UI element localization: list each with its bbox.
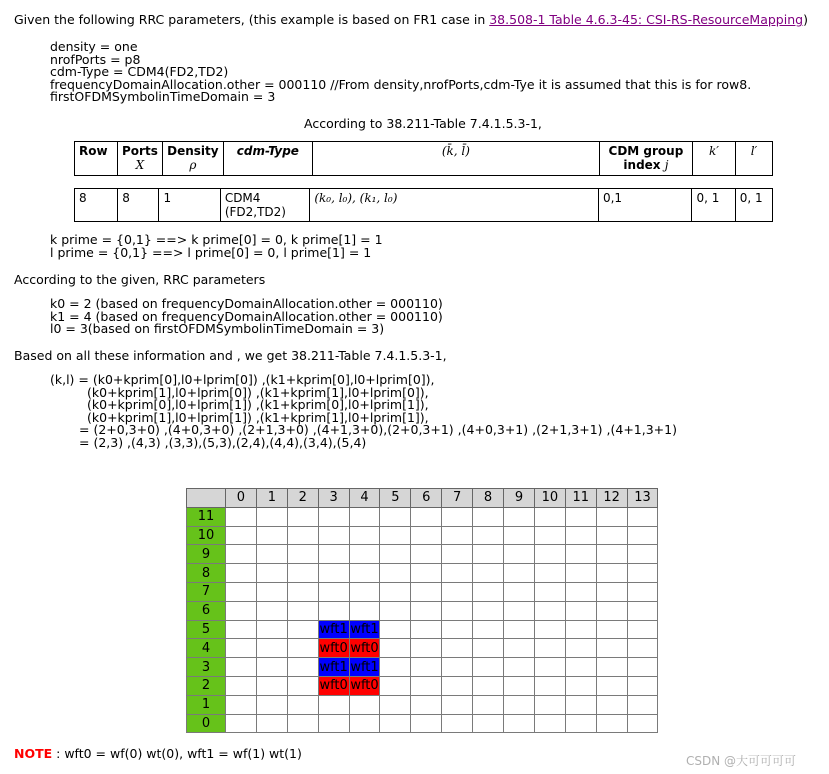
grid-cell xyxy=(504,620,535,639)
grid-cell xyxy=(287,526,318,545)
grid-cell xyxy=(565,582,596,601)
grid-cell xyxy=(504,582,535,601)
grid-cell xyxy=(565,545,596,564)
grid-cell xyxy=(534,601,565,620)
grid-cell xyxy=(380,676,411,695)
grid-cell xyxy=(287,714,318,733)
grid-col-header: 11 xyxy=(565,489,596,508)
grid-cell xyxy=(349,526,380,545)
grid-col-header: 5 xyxy=(380,489,411,508)
grid-cell xyxy=(627,545,658,564)
watermark: CSDN @大可可可可 xyxy=(686,754,797,768)
kl-eq-5: = (2+0,3+0) ,(4+0,3+0) ,(2+1,3+0) ,(4+1,3+0),(2+0,3+1) ,(4+0,3+1) ,(2+1,3+1) ,(4+1,3+1) xyxy=(79,422,677,437)
grid-cell-wft0: wft0 xyxy=(350,678,379,694)
grid-cell xyxy=(226,714,257,733)
grid-cell xyxy=(380,545,411,564)
grid-row xyxy=(187,582,658,601)
grid-cell xyxy=(627,695,658,714)
grid-cell xyxy=(380,658,411,677)
grid-cell xyxy=(504,658,535,677)
grid-cell xyxy=(226,526,257,545)
grid-cell xyxy=(473,639,504,658)
grid-cell xyxy=(565,601,596,620)
grid-cell xyxy=(349,582,380,601)
grid-corner xyxy=(187,489,226,508)
grid-cell xyxy=(504,639,535,658)
grid-cell xyxy=(473,564,504,583)
grid-cell xyxy=(256,658,287,677)
grid-cell xyxy=(596,582,627,601)
grid-cell xyxy=(256,620,287,639)
grid-cell xyxy=(627,676,658,695)
grid-cell xyxy=(565,620,596,639)
grid-cell xyxy=(442,526,473,545)
grid-col-header: 8 xyxy=(473,489,504,508)
according-table-heading: According to 38.211-Table 7.4.1.5.3-1, xyxy=(304,116,542,131)
grid-row xyxy=(187,695,658,714)
grid-cell xyxy=(534,658,565,677)
grid-cell xyxy=(473,582,504,601)
grid-cell xyxy=(226,658,257,677)
grid-cell xyxy=(318,601,349,620)
grid-col-header: 10 xyxy=(534,489,565,508)
grid-cell xyxy=(442,714,473,733)
grid-cell xyxy=(411,695,442,714)
grid-cell xyxy=(318,695,349,714)
grid-cell xyxy=(380,507,411,526)
cell-ports: 8 xyxy=(118,189,159,222)
grid-cell xyxy=(473,658,504,677)
grid-cell xyxy=(473,507,504,526)
grid-row-label: 10 xyxy=(187,526,226,545)
cell-density: 1 xyxy=(159,189,220,222)
grid-cell xyxy=(565,676,596,695)
grid-row xyxy=(187,639,658,658)
grid-cell xyxy=(411,507,442,526)
primes-block xyxy=(50,234,383,259)
grid-header-row xyxy=(187,489,658,508)
grid-cell xyxy=(411,676,442,695)
grid-cell xyxy=(627,582,658,601)
resource-grid xyxy=(186,488,658,733)
grid-cell xyxy=(534,695,565,714)
grid-cell xyxy=(473,526,504,545)
grid-cell xyxy=(596,639,627,658)
grid-row-label: 6 xyxy=(187,601,226,620)
param-density: density = one xyxy=(50,39,138,54)
grid-cell xyxy=(565,526,596,545)
grid-cell xyxy=(256,564,287,583)
grid-cell xyxy=(380,620,411,639)
grid-cell xyxy=(256,695,287,714)
note-label: NOTE xyxy=(14,746,53,761)
grid-cell xyxy=(473,545,504,564)
grid-cell xyxy=(504,695,535,714)
cell-kprime: 0, 1 xyxy=(692,189,735,222)
grid-cell xyxy=(534,620,565,639)
grid-cell xyxy=(596,526,627,545)
grid-row xyxy=(187,545,658,564)
kl-eq-3: (k0+kprim[0],l0+lprim[1]) ,(k1+kprim[0],l0+lprim[1]), xyxy=(87,397,429,412)
grid-row xyxy=(187,601,658,620)
grid-cell xyxy=(349,714,380,733)
grid-cell xyxy=(318,582,349,601)
hdr-ports: Ports X xyxy=(118,142,163,176)
grid-cell xyxy=(256,507,287,526)
grid-row-label: 8 xyxy=(187,564,226,583)
grid-cell xyxy=(411,601,442,620)
grid-cell xyxy=(380,639,411,658)
grid-cell xyxy=(226,582,257,601)
grid-cell xyxy=(473,620,504,639)
cell-kl: (k₀, l₀), (k₁, l₀) xyxy=(310,189,599,222)
grid-cell xyxy=(226,676,257,695)
grid-cell-wft0: wft0 xyxy=(319,640,348,656)
grid-col-header: 0 xyxy=(226,489,257,508)
grid-cell xyxy=(565,714,596,733)
grid-cell xyxy=(534,582,565,601)
grid-cell xyxy=(411,545,442,564)
grid-cell-wft0: wft0 xyxy=(319,678,348,694)
grid-row-label: 3 xyxy=(187,658,226,677)
grid-cell xyxy=(504,526,535,545)
grid-col-header: 3 xyxy=(318,489,349,508)
grid-cell xyxy=(349,545,380,564)
grid-row-label: 7 xyxy=(187,582,226,601)
grid-cell xyxy=(411,620,442,639)
grid-cell xyxy=(534,564,565,583)
grid-cell xyxy=(411,582,442,601)
hdr-kl: (k̄, l̄) xyxy=(312,142,599,176)
grid-cell xyxy=(442,676,473,695)
lprime-line: l prime = {0,1} ==> l prime[0] = 0, l prime[1] = 1 xyxy=(50,244,372,260)
grid-cell xyxy=(534,545,565,564)
grid-cell xyxy=(504,564,535,583)
grid-cell xyxy=(287,582,318,601)
kl-equations-block xyxy=(50,374,677,449)
grid-cell xyxy=(504,714,535,733)
grid-cell-wft1: wft1 xyxy=(350,621,379,637)
grid-cell xyxy=(442,582,473,601)
grid-cell xyxy=(565,658,596,677)
grid-cell xyxy=(596,545,627,564)
grid-cell xyxy=(411,714,442,733)
hdr-density: Density ρ xyxy=(162,142,223,176)
grid-cell xyxy=(627,639,658,658)
grid-cell xyxy=(473,676,504,695)
grid-row xyxy=(187,658,658,677)
grid-cell xyxy=(287,695,318,714)
grid-cell xyxy=(349,601,380,620)
grid-cell xyxy=(596,714,627,733)
grid-row-label: 4 xyxy=(187,639,226,658)
grid-cell xyxy=(287,507,318,526)
grid-row-label: 1 xyxy=(187,695,226,714)
grid-cell xyxy=(627,564,658,583)
grid-cell xyxy=(565,507,596,526)
grid-cell xyxy=(504,545,535,564)
grid-cell xyxy=(627,507,658,526)
cell-row: 8 xyxy=(75,189,118,222)
k1-line: k1 = 4 (based on frequencyDomainAllocation.other = 000110) xyxy=(50,308,443,324)
kl-eq-6: = (2,3) ,(4,3) ,(3,3),(5,3),(2,4),(4,4),(3,4),(5,4) xyxy=(79,434,367,450)
k0-line: k0 = 2 (based on frequencyDomainAllocation.other = 000110) xyxy=(50,296,443,311)
grid-cell xyxy=(442,601,473,620)
l0-line: l0 = 3(based on firstOFDMSymbolinTimeDomain = 3) xyxy=(50,321,385,336)
cell-cdm-group: 0,1 xyxy=(598,189,692,222)
grid-cell xyxy=(504,676,535,695)
grid-col-header: 4 xyxy=(349,489,380,508)
k-values-block xyxy=(50,298,443,336)
grid-col-header: 2 xyxy=(287,489,318,508)
grid-cell xyxy=(256,714,287,733)
grid-cell xyxy=(442,658,473,677)
hdr-kprime: k′ xyxy=(692,142,735,176)
grid-cell xyxy=(473,695,504,714)
grid-cell xyxy=(411,639,442,658)
hdr-cdm-type: cdm-Type xyxy=(223,142,312,176)
note-line xyxy=(14,746,302,761)
kl-eq-1: (k,l) = (k0+kprim[0],l0+lprim[0]) ,(k1+kprim[0],l0+lprim[0]), xyxy=(50,372,435,387)
grid-row-label: 11 xyxy=(187,507,226,526)
grid-row-label: 5 xyxy=(187,620,226,639)
param-first-ofdm: firstOFDMSymbolinTimeDomain = 3 xyxy=(50,89,276,104)
grid-cell xyxy=(442,639,473,658)
grid-cell xyxy=(411,564,442,583)
grid-cell xyxy=(411,658,442,677)
kl-eq-2: (k0+kprim[1],l0+lprim[0]) ,(k1+kprim[1],l0+lprim[0]), xyxy=(87,384,429,400)
grid-cell xyxy=(318,564,349,583)
grid-cell xyxy=(226,639,257,658)
grid-cell xyxy=(596,695,627,714)
grid-cell xyxy=(226,507,257,526)
grid-cell-wft1: wft1 xyxy=(319,659,348,675)
grid-cell xyxy=(534,526,565,545)
grid-col-header: 7 xyxy=(442,489,473,508)
grid-cell xyxy=(318,526,349,545)
grid-cell xyxy=(287,639,318,658)
grid-row xyxy=(187,676,658,695)
grid-row-label: 2 xyxy=(187,676,226,695)
kl-eq-4: (k0+kprim[1],l0+lprim[1]) ,(k1+kprim[1],l0+lprim[1]), xyxy=(87,409,429,425)
grid-cell xyxy=(287,545,318,564)
cell-lprime: 0, 1 xyxy=(735,189,772,222)
rrc-params-block xyxy=(50,41,751,104)
grid-cell xyxy=(534,639,565,658)
hdr-row: Row xyxy=(75,142,118,176)
grid-cell xyxy=(627,526,658,545)
grid-cell xyxy=(565,639,596,658)
grid-cell xyxy=(226,545,257,564)
grid-cell xyxy=(504,507,535,526)
grid-cell xyxy=(380,526,411,545)
grid-cell xyxy=(442,564,473,583)
param-freq-alloc: frequencyDomainAllocation.other = 000110 //From density,nrofPorts,cdm-Tye it is assumed that this is for row8. xyxy=(50,76,752,92)
grid-cell xyxy=(534,676,565,695)
grid-cell xyxy=(318,714,349,733)
spec-table-header xyxy=(74,141,773,176)
grid-row xyxy=(187,526,658,545)
according-rrc-heading: According to the given, RRC parameters xyxy=(14,272,266,287)
grid-cell-wft1: wft1 xyxy=(319,621,348,637)
grid-cell xyxy=(380,564,411,583)
grid-cell xyxy=(380,601,411,620)
note-text: : wft0 = wf(0) wt(0), wft1 = wf(1) wt(1) xyxy=(52,746,302,761)
grid-cell xyxy=(411,526,442,545)
grid-cell xyxy=(380,714,411,733)
grid-cell xyxy=(256,526,287,545)
grid-cell xyxy=(226,564,257,583)
grid-col-header: 6 xyxy=(411,489,442,508)
grid-cell xyxy=(565,695,596,714)
grid-cell xyxy=(287,601,318,620)
grid-cell xyxy=(627,658,658,677)
grid-cell xyxy=(596,564,627,583)
grid-row xyxy=(187,620,658,639)
grid-cell xyxy=(226,620,257,639)
grid-cell xyxy=(256,582,287,601)
hdr-cdm-group: CDM group index j xyxy=(599,142,692,176)
grid-cell xyxy=(534,714,565,733)
intro-line xyxy=(14,12,808,27)
hdr-lprime: l′ xyxy=(735,142,772,176)
grid-cell xyxy=(504,601,535,620)
grid-cell xyxy=(349,564,380,583)
based-on-heading: Based on all these information and , we get 38.211-Table 7.4.1.5.3-1, xyxy=(14,348,447,363)
intro-suffix: ) xyxy=(803,12,808,27)
grid-cell xyxy=(226,601,257,620)
grid-cell xyxy=(287,658,318,677)
param-nrofports: nrofPorts = p8 xyxy=(50,51,141,67)
grid-cell xyxy=(473,601,504,620)
kprime-line: k prime = {0,1} ==> k prime[0] = 0, k prime[1] = 1 xyxy=(50,232,383,247)
grid-cell xyxy=(442,695,473,714)
grid-cell xyxy=(287,620,318,639)
grid-cell xyxy=(380,695,411,714)
grid-col-header: 9 xyxy=(504,489,535,508)
grid-row xyxy=(187,564,658,583)
cell-cdm-type: CDM4 (FD2,TD2) xyxy=(220,189,310,222)
grid-cell xyxy=(565,564,596,583)
grid-cell xyxy=(287,676,318,695)
spec-table-row8 xyxy=(74,188,773,222)
grid-cell xyxy=(534,507,565,526)
grid-col-header: 1 xyxy=(256,489,287,508)
grid-cell xyxy=(596,620,627,639)
param-cdm-type: cdm-Type = CDM4(FD2,TD2) xyxy=(50,64,229,79)
intro-prefix: Given the following RRC parameters, (this example is based on FR1 case in xyxy=(14,12,490,27)
grid-cell-wft0: wft0 xyxy=(350,640,379,656)
grid-cell xyxy=(287,564,318,583)
grid-row xyxy=(187,507,658,526)
grid-cell xyxy=(256,601,287,620)
grid-cell xyxy=(627,601,658,620)
grid-cell xyxy=(256,639,287,658)
grid-cell-wft1: wft1 xyxy=(350,659,379,675)
grid-row-label: 9 xyxy=(187,545,226,564)
grid-cell xyxy=(473,714,504,733)
grid-cell xyxy=(256,676,287,695)
grid-cell xyxy=(596,601,627,620)
grid-cell xyxy=(627,620,658,639)
spec-table-link[interactable]: 38.508-1 Table 4.6.3-45: CSI-RS-ResourceMapping xyxy=(489,12,804,27)
grid-cell xyxy=(596,676,627,695)
grid-col-header: 12 xyxy=(596,489,627,508)
grid-cell xyxy=(349,507,380,526)
grid-row-label: 0 xyxy=(187,714,226,733)
grid-cell xyxy=(627,714,658,733)
grid-cell xyxy=(349,695,380,714)
grid-cell xyxy=(318,545,349,564)
grid-cell xyxy=(226,695,257,714)
grid-row xyxy=(187,714,658,733)
grid-cell xyxy=(596,658,627,677)
grid-cell xyxy=(256,545,287,564)
grid-cell xyxy=(380,582,411,601)
grid-cell xyxy=(442,507,473,526)
grid-cell xyxy=(442,545,473,564)
grid-col-header: 13 xyxy=(627,489,658,508)
grid-cell xyxy=(596,507,627,526)
grid-cell xyxy=(318,507,349,526)
grid-cell xyxy=(442,620,473,639)
